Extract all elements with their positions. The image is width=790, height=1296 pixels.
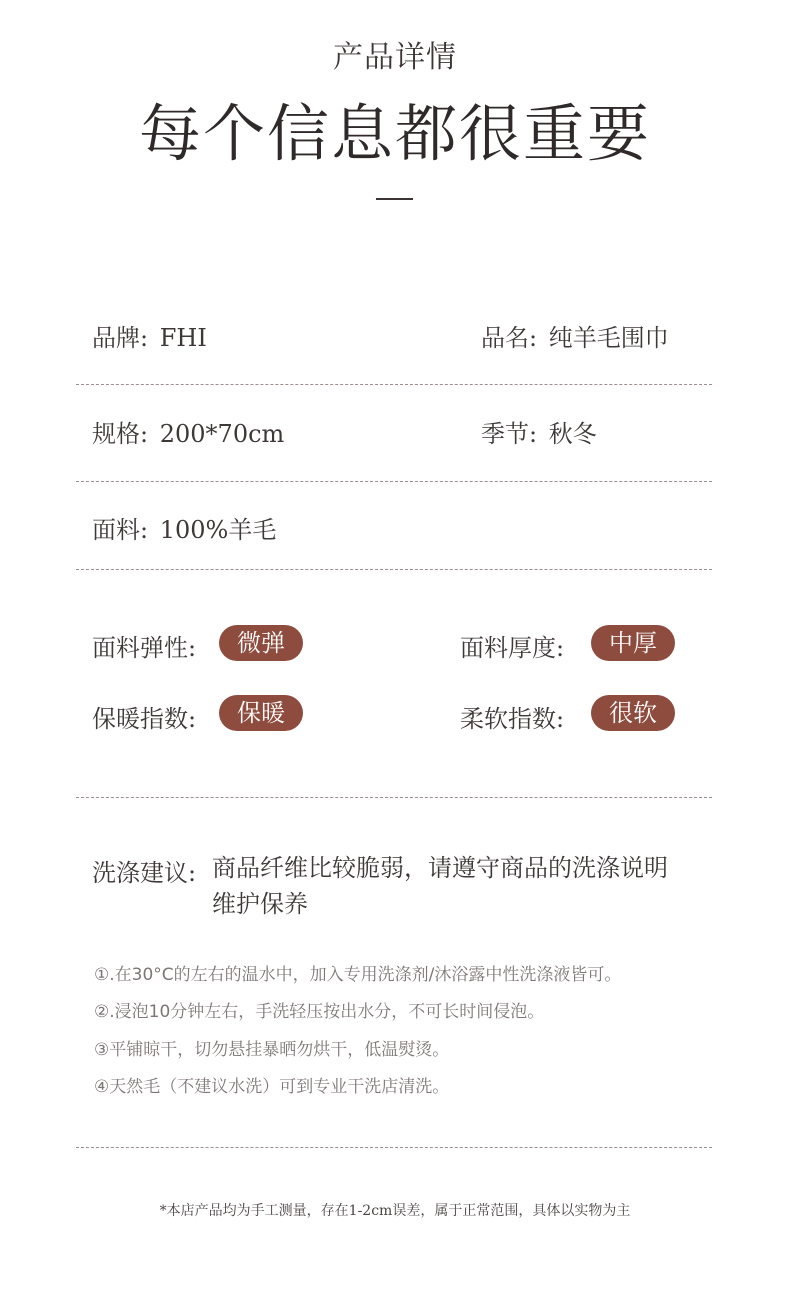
season-field [481, 414, 597, 449]
section-subtitle: 产品详情 [333, 40, 457, 75]
softness-label: 柔软指数: [460, 705, 565, 733]
washing-description: 商品纤维比较脆弱，请遵守商品的洗涤说明维护保养 [212, 854, 668, 918]
warmth-badge: 保暖 [219, 695, 303, 731]
washing-label: 洗涤建议: [92, 859, 197, 887]
page-title: 每个信息都很重要 [138, 97, 651, 170]
size-field [92, 414, 284, 449]
product-name-value: 纯羊毛围巾 [548, 324, 669, 352]
product-name-field [481, 318, 669, 353]
elasticity-label: 面料弹性: [92, 634, 197, 662]
fabric-value: 100%羊毛 [159, 516, 277, 544]
washing-step: ①.在30°C的左右的温水中，加入专用洗涤剂/沐浴露中性洗涤液皆可。 [94, 965, 622, 985]
washing-step: ③平铺晾干，切勿悬挂暴晒勿烘干，低温熨烫。 [94, 1040, 450, 1060]
title-divider [376, 198, 413, 200]
measurement-footnote: *本店产品均为手工测量，存在1-2cm误差，属于正常范围，具体以实物为主 [159, 1203, 631, 1219]
size-label: 规格: [92, 420, 149, 448]
brand-label: 品牌: [92, 324, 149, 352]
fabric-field [92, 510, 276, 545]
brand-value: FHI [159, 324, 207, 352]
divider [76, 569, 712, 570]
thickness-label: 面料厚度: [460, 634, 565, 662]
washing-step: ②.浸泡10分钟左右，手洗轻压按出水分，不可长时间侵泡。 [94, 1002, 545, 1022]
size-value: 200*70cm [159, 420, 285, 448]
warmth-label: 保暖指数: [92, 705, 197, 733]
season-value: 秋冬 [548, 420, 597, 448]
fabric-label: 面料: [92, 516, 149, 544]
divider [76, 1147, 712, 1148]
season-label: 季节: [481, 420, 538, 448]
divider [76, 797, 712, 798]
thickness-badge: 中厚 [591, 625, 675, 661]
brand-field [92, 318, 207, 353]
softness-badge: 很软 [591, 695, 675, 731]
divider [76, 481, 712, 482]
product-name-label: 品名: [481, 324, 538, 352]
elasticity-badge: 微弹 [219, 625, 303, 661]
washing-step: ④天然毛（不建议水洗）可到专业干洗店清洗。 [94, 1077, 450, 1097]
divider [76, 384, 712, 385]
